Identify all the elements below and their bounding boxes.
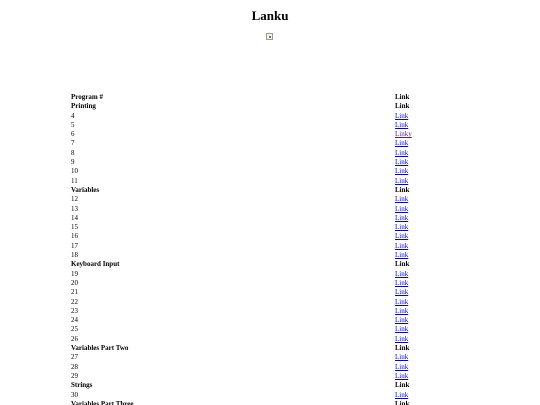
table-row — [71, 112, 416, 121]
program-number: 28 — [71, 362, 78, 371]
program-link[interactable]: Link — [395, 120, 409, 129]
program-number: 22 — [71, 297, 78, 306]
table-row — [71, 195, 416, 204]
table-section-header — [71, 93, 416, 102]
program-link[interactable]: Link — [395, 371, 409, 380]
site-title: Lanku — [251, 8, 289, 23]
section-title: Program # — [71, 93, 103, 101]
program-link[interactable]: Link — [395, 176, 409, 185]
link-column-header: Link — [395, 102, 410, 111]
program-number: 13 — [71, 204, 78, 213]
program-number: 14 — [71, 213, 78, 222]
program-number: 5 — [71, 120, 75, 129]
program-number: 15 — [71, 223, 78, 232]
program-link[interactable]: Link — [395, 390, 409, 399]
table-row — [71, 288, 416, 297]
link-column-header: Link — [395, 93, 410, 101]
program-number: 7 — [71, 139, 75, 148]
program-number: 27 — [71, 353, 78, 362]
table-row — [71, 149, 416, 158]
table-row — [71, 251, 416, 260]
table-row — [71, 325, 416, 334]
link-column-header: Link — [395, 344, 410, 353]
program-link[interactable]: Link — [395, 316, 409, 325]
program-link[interactable]: Link — [395, 353, 409, 362]
program-number: 23 — [71, 306, 78, 315]
program-link[interactable]: Link — [395, 306, 409, 315]
table-row — [71, 353, 416, 362]
program-link[interactable]: Link — [395, 195, 409, 204]
table-row — [71, 232, 416, 241]
table-row — [71, 177, 416, 186]
table-row — [71, 372, 416, 381]
table-row — [71, 205, 416, 214]
table-row — [71, 335, 416, 344]
program-number: 10 — [71, 167, 78, 176]
program-link[interactable]: Link — [395, 325, 409, 334]
section-title: Keyboard Input — [71, 260, 120, 269]
program-link[interactable]: Link — [395, 167, 409, 176]
program-table — [71, 93, 416, 405]
program-number: 30 — [71, 390, 78, 399]
program-number: 11 — [71, 176, 78, 185]
broken-image-icon — [266, 33, 273, 40]
program-link[interactable]: Link — [395, 213, 409, 222]
table-row — [71, 270, 416, 279]
program-number: 4 — [71, 111, 75, 120]
program-link[interactable]: Link — [395, 148, 409, 157]
table-row — [71, 279, 416, 288]
table-row — [71, 130, 416, 139]
link-column-header: Link — [395, 185, 410, 194]
program-link[interactable]: Link — [395, 269, 409, 278]
link-column-header: Link — [395, 381, 410, 390]
table-row — [71, 298, 416, 307]
program-number: 12 — [71, 195, 78, 204]
program-link[interactable]: Link — [395, 297, 409, 306]
table-section-header — [71, 381, 416, 390]
link-column-header: Link — [395, 399, 410, 405]
program-number: 9 — [71, 158, 75, 167]
table-row — [71, 307, 416, 316]
program-link[interactable]: Link — [395, 278, 409, 287]
table-section-header — [71, 186, 416, 195]
table-row — [71, 121, 416, 130]
table-row — [71, 363, 416, 372]
table-row — [71, 316, 416, 325]
table-row — [71, 139, 416, 148]
table-section-header — [71, 260, 416, 269]
program-link[interactable]: Link — [395, 232, 409, 241]
program-number: 20 — [71, 278, 78, 287]
program-link[interactable]: Link — [395, 251, 409, 260]
table-row — [71, 214, 416, 223]
program-link[interactable]: Link — [395, 158, 409, 167]
table-row — [71, 391, 416, 400]
section-title: Variables Part Three — [71, 399, 134, 405]
program-link[interactable]: Link — [395, 111, 409, 120]
table-section-header — [71, 102, 416, 111]
program-link[interactable]: Link — [395, 241, 409, 250]
program-number: 24 — [71, 316, 78, 325]
program-link[interactable]: Link — [395, 334, 409, 343]
program-number: 26 — [71, 334, 78, 343]
table-row — [71, 242, 416, 251]
table-row — [71, 223, 416, 232]
program-link[interactable]: Link — [395, 362, 409, 371]
program-number: 17 — [71, 241, 78, 250]
program-link[interactable]: Link — [395, 288, 409, 297]
table-section-header — [71, 344, 416, 353]
program-number: 29 — [71, 371, 78, 380]
link-column-header: Link — [395, 260, 410, 269]
program-link[interactable]: Link — [395, 223, 409, 232]
table-section-header — [71, 400, 416, 405]
program-link[interactable]: Linky — [395, 130, 412, 139]
section-title: Strings — [71, 381, 93, 390]
program-link[interactable]: Link — [395, 204, 409, 213]
section-title: Variables — [71, 185, 100, 194]
section-title: Variables Part Two — [71, 344, 129, 353]
program-number: 8 — [71, 148, 75, 157]
program-number: 21 — [71, 288, 78, 297]
program-number: 25 — [71, 325, 78, 334]
program-link[interactable]: Link — [395, 139, 409, 148]
table-row — [71, 167, 416, 176]
program-number: 18 — [71, 251, 78, 260]
program-number: 6 — [71, 130, 75, 139]
section-title: Printing — [71, 102, 96, 111]
program-number: 16 — [71, 232, 78, 241]
program-number: 19 — [71, 269, 78, 278]
table-row — [71, 158, 416, 167]
